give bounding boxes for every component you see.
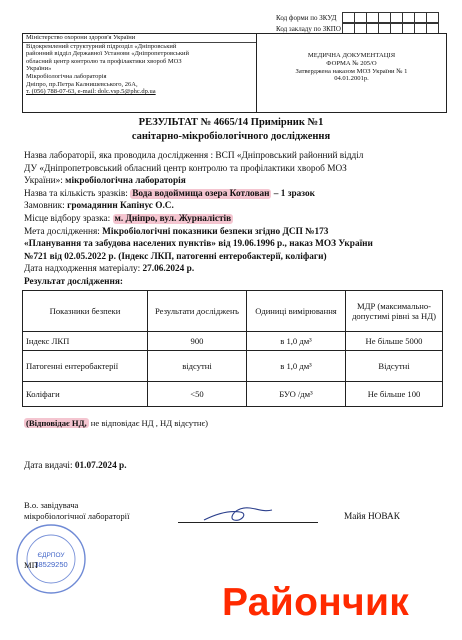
contacts: т. (056) 788-07-63, e-mail: dolc.vsp.5@phc.dp.ua (26, 88, 156, 96)
lab-line: Назва лабораторії, яка проводила дослідження : ВСП «Дніпровський районний відділ (24, 151, 364, 161)
lab-type: мікробіологічна лабораторія (65, 176, 186, 187)
signatory-role: В.о. завідувача мікробіологічної лабораторії (24, 500, 130, 521)
results-table (22, 290, 443, 407)
zkud-boxes (342, 12, 439, 23)
conclusion: (Відповідає НД, не відповідає НД , НД відсутнє) (26, 418, 208, 428)
document-header (22, 33, 447, 113)
column-header: МДР (максимально-допустимі рівні за НД) (346, 291, 443, 332)
sampling-place: м. Дніпро, вул. Журналістів (114, 213, 232, 224)
conclusion-selected: (Відповідає НД, (26, 418, 87, 428)
receipt-date: 27.06.2024 р. (142, 264, 195, 275)
issue-date-line: Дата видачі: 01.07.2024 р. (24, 461, 127, 471)
document-subtitle: санітарно-мікробіологічного дослідження (131, 131, 331, 142)
column-header: Результати дослідженъ (148, 291, 247, 332)
lab-name: Мікробіологічна лабораторія (26, 72, 107, 80)
stamp-edrpou-value: 38529250 (34, 560, 68, 569)
document-title: РЕЗУЛЬТАТ № 4665/14 Примірник №1 (138, 117, 324, 128)
zkpo-label: Код закладу по ЗКПО (276, 24, 341, 33)
issue-date: 01.07.2024 р. (74, 461, 127, 471)
handwritten-signature (198, 500, 278, 526)
ministry-name: Міністерство охорони здоров'я України (23, 34, 256, 43)
client-line: Замовник: громадянин Капінус О.С. (24, 201, 174, 212)
watermark-text: Райончик (222, 581, 410, 624)
stamp-place-label: МП (24, 560, 38, 570)
sample-line: Назва та кількість зразків: Вода водоймища озера Котлован – 1 зразок (24, 188, 315, 199)
table-row: Індекс ЛКП 900 в 1,0 дм³ Не більше 5000 (23, 332, 443, 351)
info-section: Назва лабораторії, яка проводила дослідження : ВСП «Дніпровський районний відділ ДУ «Дніпропетровський обласний центр контролю та профілактики хвороб МОЗ України»: мікробіологічна лабораторія Назва та кількість зразків: Вода водоймища озера Котлован – 1 зразок Замовник: громадянин Капінус О.С. Місце відбору зразка: м. Дніпро, вул. Журналістів Мета дослідження: Мікробіологічні показники безпеки згідно ДСП №173 «Планування та забудова населених пунктів» від 19.06.1996 р., наказ МОЗ України №721 від 02.05.2022 р. (Індекс ЛКП, патогенні ентеробактерії, коліфаги) Дата надходження матеріалу: 27.06.2024 р. Результат дослідження: (24, 150, 444, 289)
table-header-row (23, 291, 443, 332)
round-stamp (14, 522, 88, 596)
form-codes (276, 12, 439, 34)
column-header: Одиниці вимірювання (247, 291, 346, 332)
stamp-edrpou-label: ЄДРПОУ (37, 552, 65, 559)
receipt-date-line: Дата надходження матеріалу: 27.06.2024 р. (24, 264, 195, 275)
form-approval-block: МЕДИЧНА ДОКУМЕНТАЦІЯ ФОРМА № 205/О Затверджена наказом МОЗ України № 1 04.01.2001р. (295, 52, 408, 83)
address: Дніпро, пр.Петра Калнишевського, 26А, (26, 80, 138, 88)
sample-name: Вода водоймища озера Котлован (132, 188, 270, 199)
client-name: громадянин Капінус О.С. (67, 201, 174, 212)
organization-name: Відокремлений структурний підрозділ «Дніпровський районний відділ Державної Установи «Дніпропетровський обласний центр контролю та профілактики хвороб МОЗ України» Мікробіологічна лабораторія Дніпро, пр.Петра Калнишевського, 26А, т. (056) 788-07-63, e-mail: dolc.vsp.5@phc.dp.ua (23, 43, 256, 96)
table-row: Коліфаги <50 БУО /дм³ Не більше 100 (23, 382, 443, 407)
place-line: Місце відбору зразка: м. Дніпро, вул. Журналістів (24, 213, 232, 224)
column-header: Показники безпеки (23, 291, 148, 332)
results-heading: Результат дослідження: (24, 276, 123, 287)
table-row: Патогенні ентеробактерії відсутні в 1,0 дм³ Відсутні (23, 351, 443, 382)
signatory-name: Майя НОВАК (344, 512, 400, 522)
purpose-line: Мета дослідження: Мікробіологічні показники безпеки згідно ДСП №173 (24, 226, 329, 237)
zkud-label: Код форми по ЗКУД (276, 13, 337, 22)
issuer-block (23, 34, 257, 112)
